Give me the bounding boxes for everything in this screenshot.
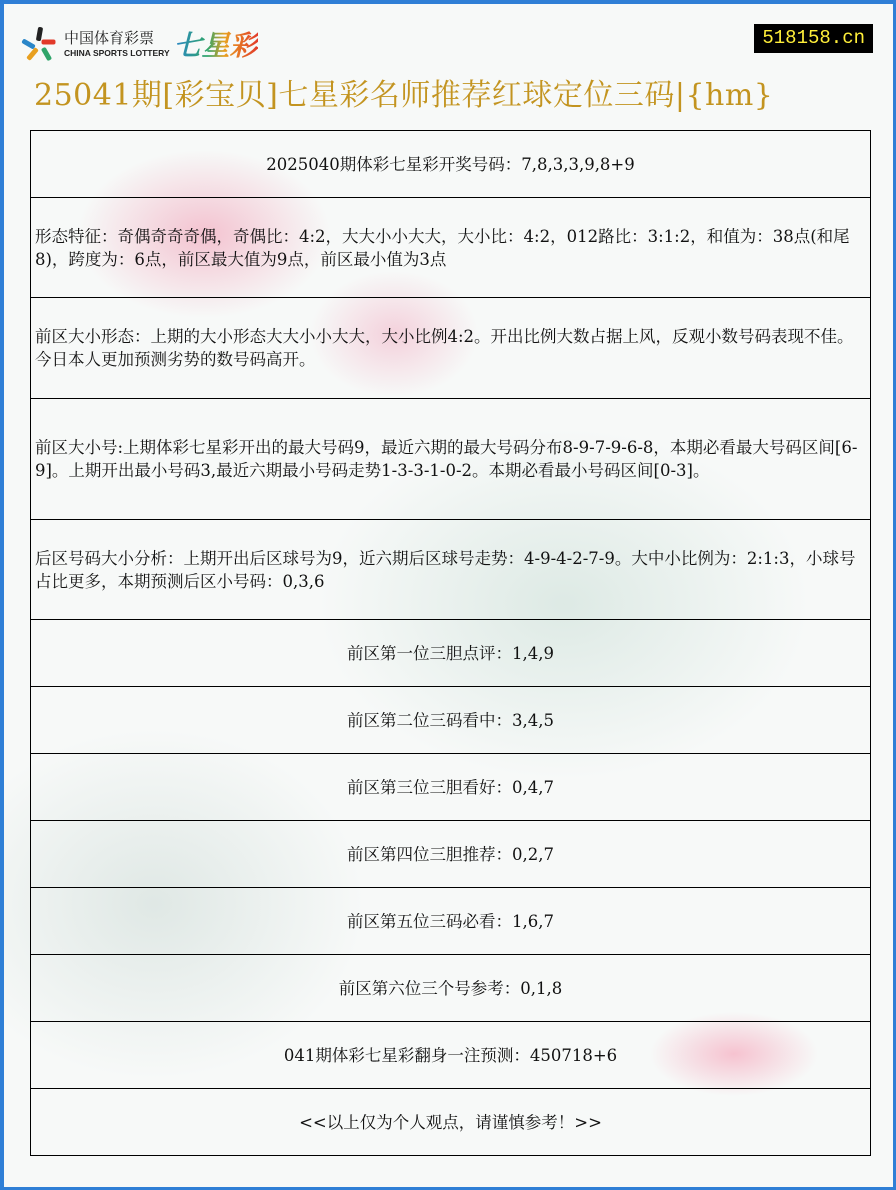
pattern-feature-cell: 形态特征：奇偶奇奇奇偶，奇偶比：4:2，大大小小大大，大小比：4:2，012路比：3:1:2，和值为：38点(和尾8)，跨度为：6点，前区最大值为9点，前区最小值为3点 xyxy=(31,198,871,298)
single-bet-prediction-cell: 041期体彩七星彩翻身一注预测：450718+6 xyxy=(31,1022,871,1089)
draw-result-cell: 2025040期体彩七星彩开奖号码：7,8,3,3,9,8+9 xyxy=(31,131,871,198)
position-5-cell: 前区第五位三码必看：1,6,7 xyxy=(31,888,871,955)
position-4-cell: 前区第四位三胆推荐：0,2,7 xyxy=(31,821,871,888)
prediction-table xyxy=(30,130,871,1156)
lottery-star-icon xyxy=(22,27,58,61)
logo-game-name: 七星彩 xyxy=(174,24,258,64)
page-title: 25041期[彩宝贝]七星彩名师推荐红球定位三码|{hm} xyxy=(34,78,774,113)
logo-english-text: CHINA SPORTS LOTTERY xyxy=(64,47,170,58)
disclaimer-cell: <<以上仅为个人观点，请谨慎参考！>> xyxy=(31,1089,871,1156)
size-number-cell: 前区大小号:上期体彩七星彩开出的最大号码9，最近六期的最大号码分布8-9-7-9-6-8，本期必看最大号码区间[6-9]。上期开出最小号码3,最近六期最小号码走势1-3-3-1-0-2。本期必看最小号码区间[0-3]。 xyxy=(31,399,871,520)
position-2-cell: 前区第二位三码看中：3,4,5 xyxy=(31,687,871,754)
position-6-cell: 前区第六位三个号参考：0,1,8 xyxy=(31,955,871,1022)
position-3-cell: 前区第三位三胆看好：0,4,7 xyxy=(31,754,871,821)
back-zone-analysis-cell: 后区号码大小分析：上期开出后区球号为9，近六期后区球号走势：4-9-4-2-7-9。大中小比例为：2:1:3，小球号占比更多，本期预测后区小号码：0,3,6 xyxy=(31,520,871,620)
china-sports-lottery-logo xyxy=(22,24,258,64)
position-1-cell: 前区第一位三胆点评：1,4,9 xyxy=(31,620,871,687)
site-badge[interactable]: 518158.cn xyxy=(754,24,873,53)
logo-chinese-text: 中国体育彩票 xyxy=(64,28,155,47)
size-pattern-cell: 前区大小形态：上期的大小形态大大小小大大，大小比例4:2。开出比例大数占据上风，反观小数号码表现不佳。今日本人更加预测劣势的数号码高开。 xyxy=(31,298,871,399)
